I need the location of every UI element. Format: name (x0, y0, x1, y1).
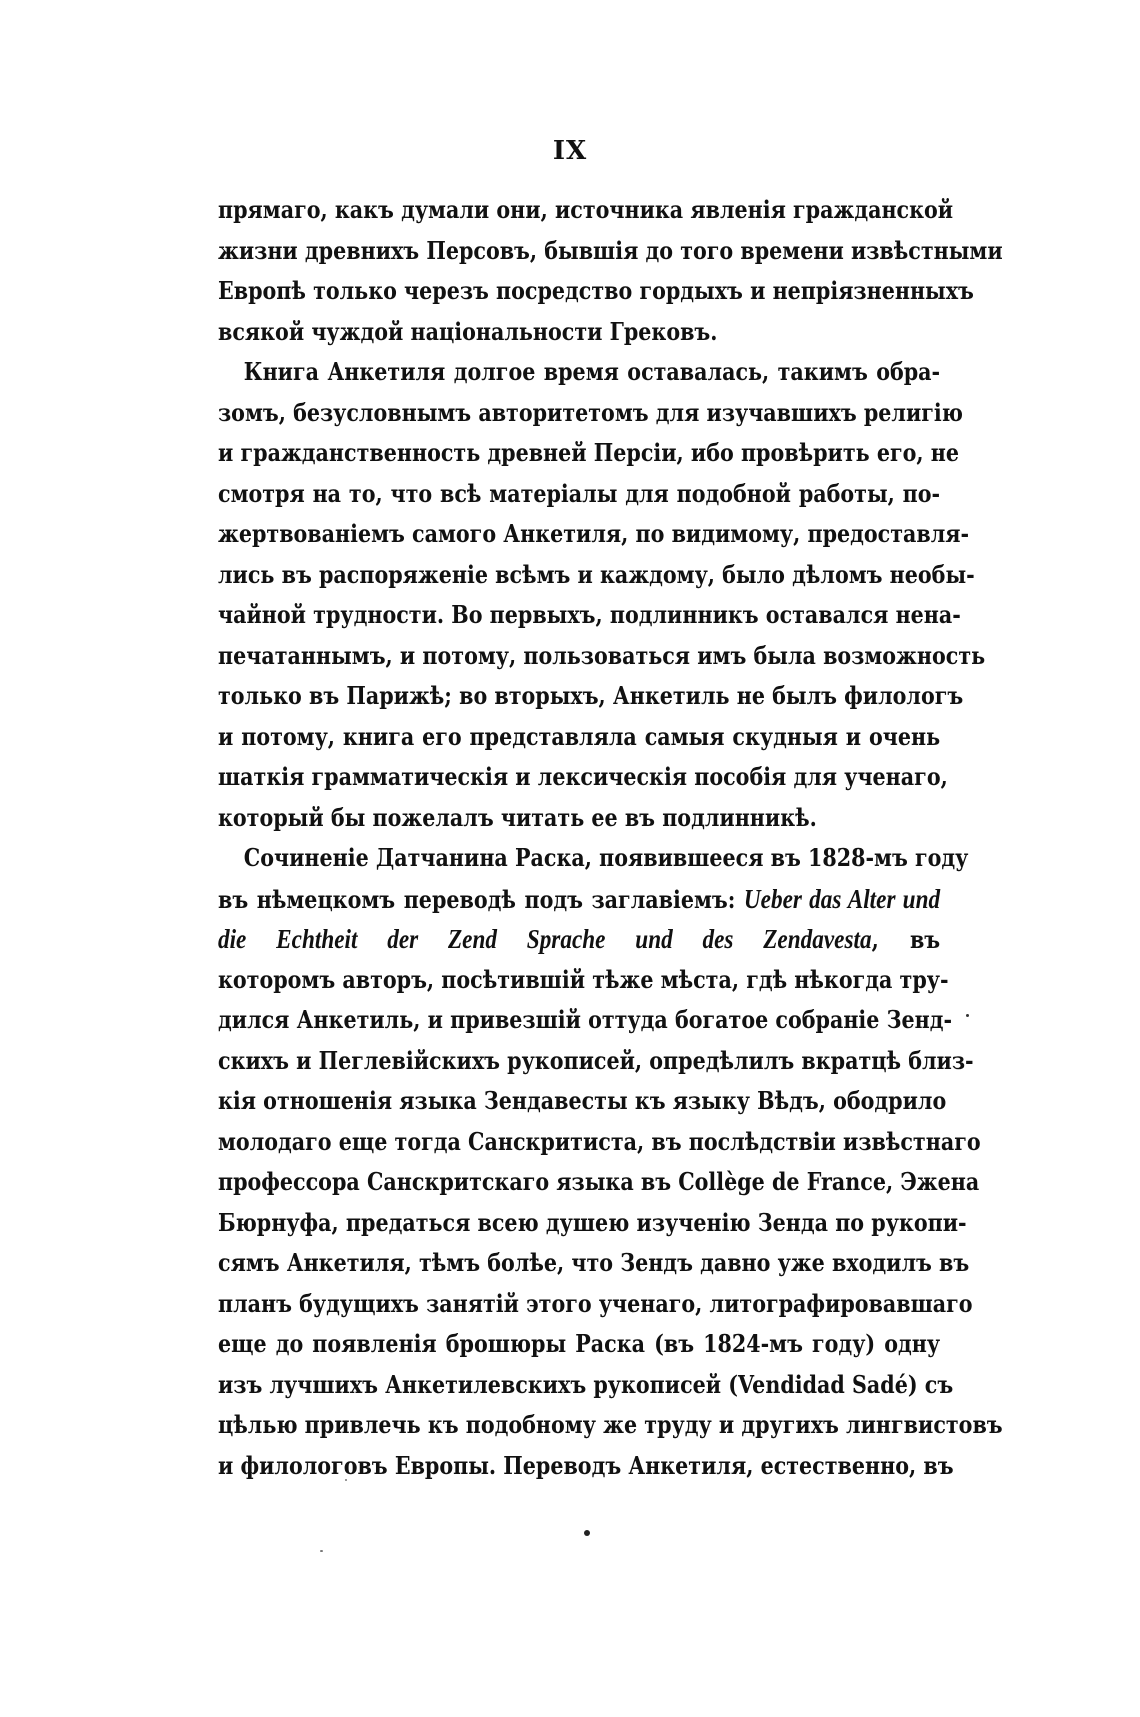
text-line: только въ Парижѣ; во вторыхъ, Анкетиль не былъ филологъ (218, 681, 964, 710)
text-line: молодаго еще тогда Санскритиста, въ послѣдствіи извѣстнаго (218, 1126, 981, 1156)
text-line: скихъ и Пеглевійскихъ рукописей, опредѣлилъ вкратцѣ близ- (218, 1045, 974, 1075)
text-line (218, 879, 940, 920)
text-line: который бы пожелалъ читать ее въ подлинникѣ. (218, 802, 817, 832)
print-speck (320, 1550, 323, 1552)
text-line: и потому, книга его представляла самыя скудныя и очень (218, 721, 941, 751)
text-line: жизни древнихъ Персовъ, бывшія до того времени извѣстными (218, 235, 1003, 265)
signature-dot (584, 1530, 590, 1536)
page-number: IX (552, 136, 588, 166)
text-fragment: въ нѣмецкомъ переводѣ подъ заглавіемъ: (218, 884, 744, 914)
book-title-italic: die Echtheit der Zend Sprache und des Zendavesta (218, 924, 872, 954)
text-line (218, 919, 940, 960)
text-line: сямъ Анкетиля, тѣмъ болѣе, что Зендъ давно уже входилъ въ (218, 1248, 970, 1277)
text-line: дился Анкетиль, и привезшій оттуда богатое собраніе Зенд- (218, 1005, 953, 1034)
text-line: чайной трудности. Во первыхъ, подлинникъ оставался нена- (218, 600, 961, 629)
print-speck (966, 1014, 969, 1017)
text-line: лись въ распоряженіе всѣмъ и каждому, было дѣломъ необы- (218, 559, 975, 589)
book-title-italic: Ueber das Alter und (743, 883, 941, 914)
text-line: Сочиненіе Датчанина Раска, появившееся въ 1828-мъ году (243, 843, 969, 872)
text-line: профессора Санскритскаго языка въ Collège de France, Эжена (218, 1167, 980, 1196)
text-line: жертвованіемъ самого Анкетиля, по видимому, предоставля- (218, 519, 970, 548)
text-line: печатаннымъ, и потому, пользоваться имъ была возможность (218, 640, 986, 670)
text-line: зомъ, безусловнымъ авторитетомъ для изучавшихъ религію (218, 397, 963, 427)
text-line: еще до появленія брошюры Раска (въ 1824-мъ году) одну (218, 1329, 941, 1358)
text-line: смотря на то, что всѣ матеріалы для подобной работы, по- (218, 478, 941, 508)
text-line: прямаго, какъ думали они, источника явленія гражданской (218, 195, 954, 224)
body-text (218, 190, 1003, 1486)
text-line: и гражданственность древней Персіи, ибо провѣрить его, не (218, 438, 959, 467)
text-line: которомъ авторъ, посѣтившій тѣже мѣста, гдѣ нѣкогда тру- (218, 964, 949, 994)
text-line: планъ будущихъ занятій этого ученаго, литографировавшаго (218, 1288, 973, 1318)
text-fragment: , въ (871, 925, 941, 954)
text-line: всякой чуждой національности Грековъ. (218, 316, 718, 346)
text-line: и филологовъ Европы. Переводъ Анкетиля, естественно, въ (218, 1450, 954, 1480)
text-line: Книга Анкетиля долгое время оставалась, такимъ обра- (243, 357, 941, 386)
text-line: Бюрнуфа, предаться всею душею изученію Зенда по рукопи- (218, 1207, 967, 1237)
text-line: шаткія грамматическія и лексическія пособія для ученаго, (218, 762, 948, 791)
print-speck (345, 1479, 347, 1481)
text-line: цѣлью привлечь къ подобному же труду и другихъ лингвистовъ (218, 1410, 1003, 1439)
text-line: изъ лучшихъ Анкетилевскихъ рукописей (Vendidad Sadé) съ (218, 1369, 954, 1399)
text-line: кія отношенія языка Зендавесты къ языку Вѣдъ, ободрило (218, 1086, 947, 1115)
text-line: Европѣ только черезъ посредство гордыхъ и непріязненныхъ (218, 276, 974, 305)
